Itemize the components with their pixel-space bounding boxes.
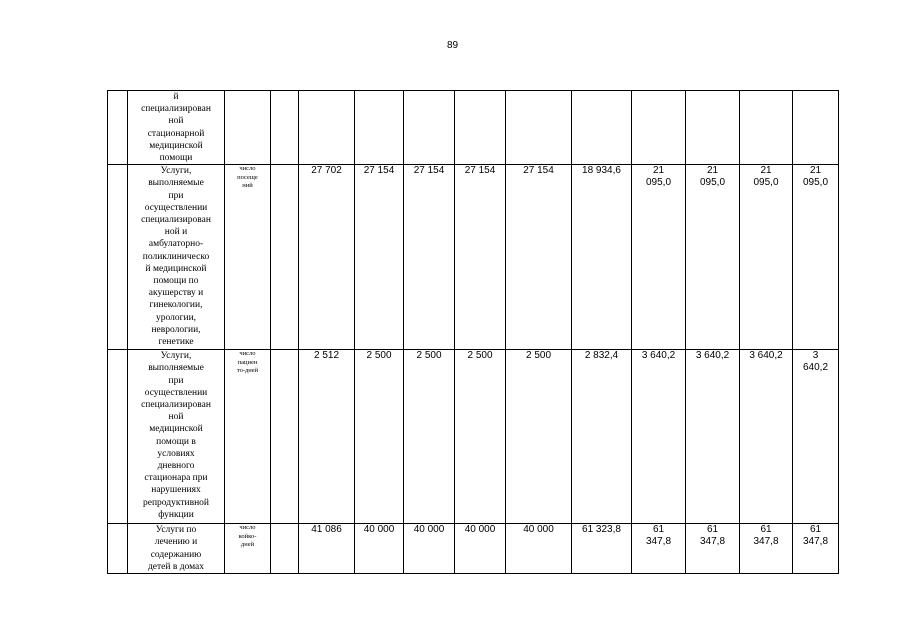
value-cell: 40 000 — [404, 524, 455, 574]
value-cell: 3 640,2 — [686, 350, 740, 524]
table-row — [108, 165, 839, 350]
value-cell: 2 500 — [506, 350, 572, 524]
value-cell: 61 347,8 — [740, 524, 793, 574]
value-cell — [686, 91, 740, 165]
unit-cell: число посеще ний — [225, 165, 271, 350]
blank-cell — [108, 350, 128, 524]
value-cell: 61 323,8 — [572, 524, 632, 574]
services-table — [107, 90, 839, 574]
unit-cell — [225, 91, 271, 165]
gap-cell — [271, 524, 299, 574]
value-cell: 27 154 — [355, 165, 404, 350]
value-cell — [506, 91, 572, 165]
value-cell: 21 095,0 — [740, 165, 793, 350]
service-name-cell: Услуги, выполняемые при осуществлении специализирован ной и амбулаторно- поликлиническо й медицинской помощи по акушерству и гинекологии, урологии, неврологии, генетике — [128, 165, 225, 350]
blank-cell — [108, 91, 128, 165]
table-row — [108, 524, 839, 574]
value-cell: 2 500 — [455, 350, 506, 524]
value-cell — [455, 91, 506, 165]
value-cell: 21 095,0 — [686, 165, 740, 350]
value-cell: 27 154 — [404, 165, 455, 350]
value-cell: 27 154 — [455, 165, 506, 350]
value-cell — [740, 91, 793, 165]
service-name-cell: й специализирован ной стационарной медицинской помощи — [128, 91, 225, 165]
value-cell: 21 095,0 — [632, 165, 686, 350]
value-cell — [793, 91, 839, 165]
value-cell: 40 000 — [355, 524, 404, 574]
value-cell: 41 086 — [299, 524, 355, 574]
value-cell: 61 347,8 — [632, 524, 686, 574]
value-cell: 3 640,2 — [793, 350, 839, 524]
table-row — [108, 350, 839, 524]
value-cell — [404, 91, 455, 165]
gap-cell — [271, 91, 299, 165]
value-cell: 3 640,2 — [740, 350, 793, 524]
value-cell: 3 640,2 — [632, 350, 686, 524]
value-cell: 40 000 — [455, 524, 506, 574]
value-cell — [572, 91, 632, 165]
value-cell: 27 154 — [506, 165, 572, 350]
service-name-cell: Услуги по лечению и содержанию детей в домах — [128, 524, 225, 574]
gap-cell — [271, 350, 299, 524]
blank-cell — [108, 165, 128, 350]
service-name-cell: Услуги, выполняемые при осуществлении специализирован ной медицинской помощи в условиях дневного стационара при нарушениях репродуктивной функции — [128, 350, 225, 524]
value-cell: 2 500 — [355, 350, 404, 524]
value-cell: 40 000 — [506, 524, 572, 574]
value-cell — [355, 91, 404, 165]
value-cell: 2 832,4 — [572, 350, 632, 524]
value-cell: 61 347,8 — [686, 524, 740, 574]
gap-cell — [271, 165, 299, 350]
value-cell: 2 512 — [299, 350, 355, 524]
blank-cell — [108, 524, 128, 574]
value-cell — [632, 91, 686, 165]
value-cell: 21 095,0 — [793, 165, 839, 350]
page-number: 89 — [446, 40, 459, 51]
value-cell: 61 347,8 — [793, 524, 839, 574]
value-cell: 27 702 — [299, 165, 355, 350]
value-cell: 18 934,6 — [572, 165, 632, 350]
value-cell — [299, 91, 355, 165]
table-row — [108, 91, 839, 165]
unit-cell: число пациен то-дней — [225, 350, 271, 524]
unit-cell: число койко- дней — [225, 524, 271, 574]
value-cell: 2 500 — [404, 350, 455, 524]
